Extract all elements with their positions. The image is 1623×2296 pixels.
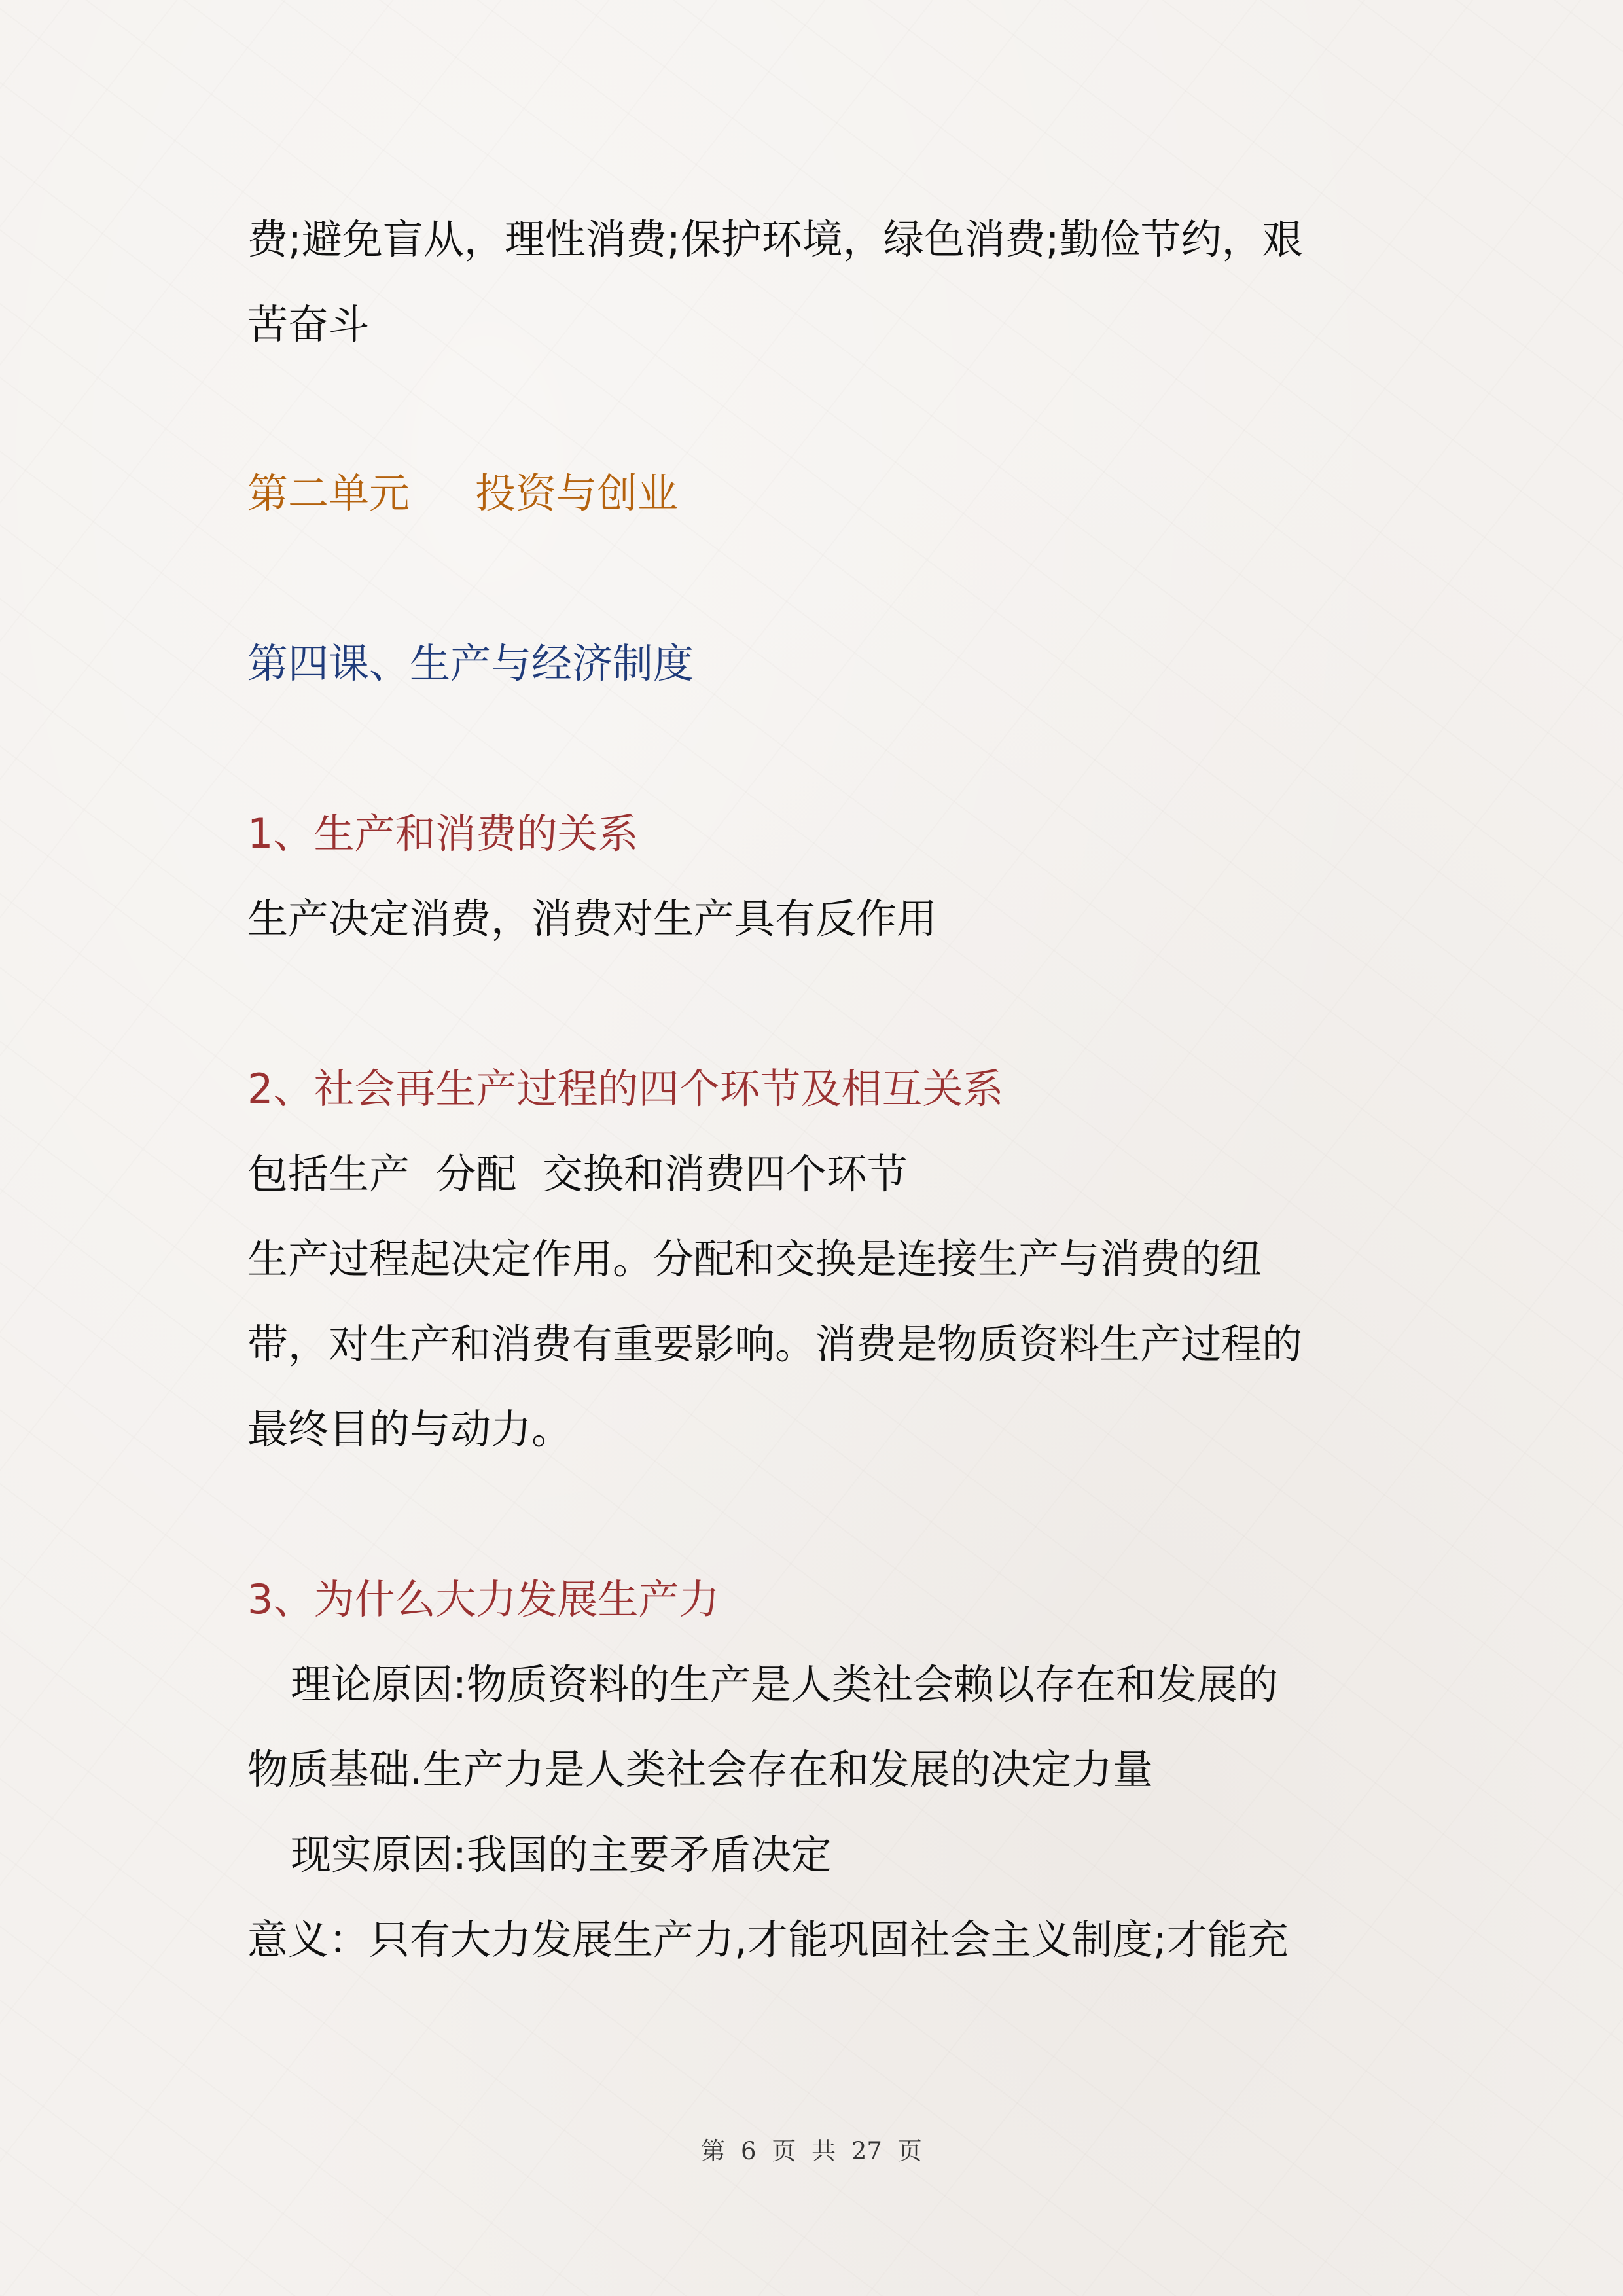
unit-heading [247,467,678,520]
unit-title: 投资与创业 [475,469,679,517]
page-number-footer: 第 6 页 共 27 页 [701,2137,922,2165]
body-text-line: 带，对生产和消费有重要影响。消费是物质资料生产过程的 [247,1320,1303,1368]
body-text-line: 现实原因:我国的主要矛盾决定 [291,1831,832,1878]
body-text-line: 生产过程起决定作用。分配和交换是连接生产与消费的纽 [247,1235,1262,1283]
body-text-line: 理论原因:物质资料的生产是人类社会赖以存在和发展的 [291,1660,1278,1708]
unit-number: 第二单元 [247,469,410,517]
body-text-line: 费;避免盲从，理性消费;保护环境，绿色消费;勤俭节约，艰 [247,215,1303,263]
body-text-line: 包括生产 分配 交换和消费四个环节 [247,1150,908,1198]
body-text-line: 意义：只有大力发展生产力,才能巩固社会主义制度;才能充 [247,1916,1289,1964]
body-text-line: 生产决定消费，消费对生产具有反作用 [247,895,938,942]
section-heading: 2、社会再生产过程的四个环节及相互关系 [247,1065,1004,1113]
section-heading: 1、生产和消费的关系 [247,810,639,857]
lesson-heading: 第四课、生产与经济制度 [247,639,694,687]
section-heading: 3、为什么大力发展生产力 [247,1575,720,1623]
body-text-line: 物质基础.生产力是人类社会存在和发展的决定力量 [247,1746,1153,1793]
body-text-line: 苦奋斗 [247,300,370,348]
body-text-line: 最终目的与动力。 [247,1405,573,1453]
